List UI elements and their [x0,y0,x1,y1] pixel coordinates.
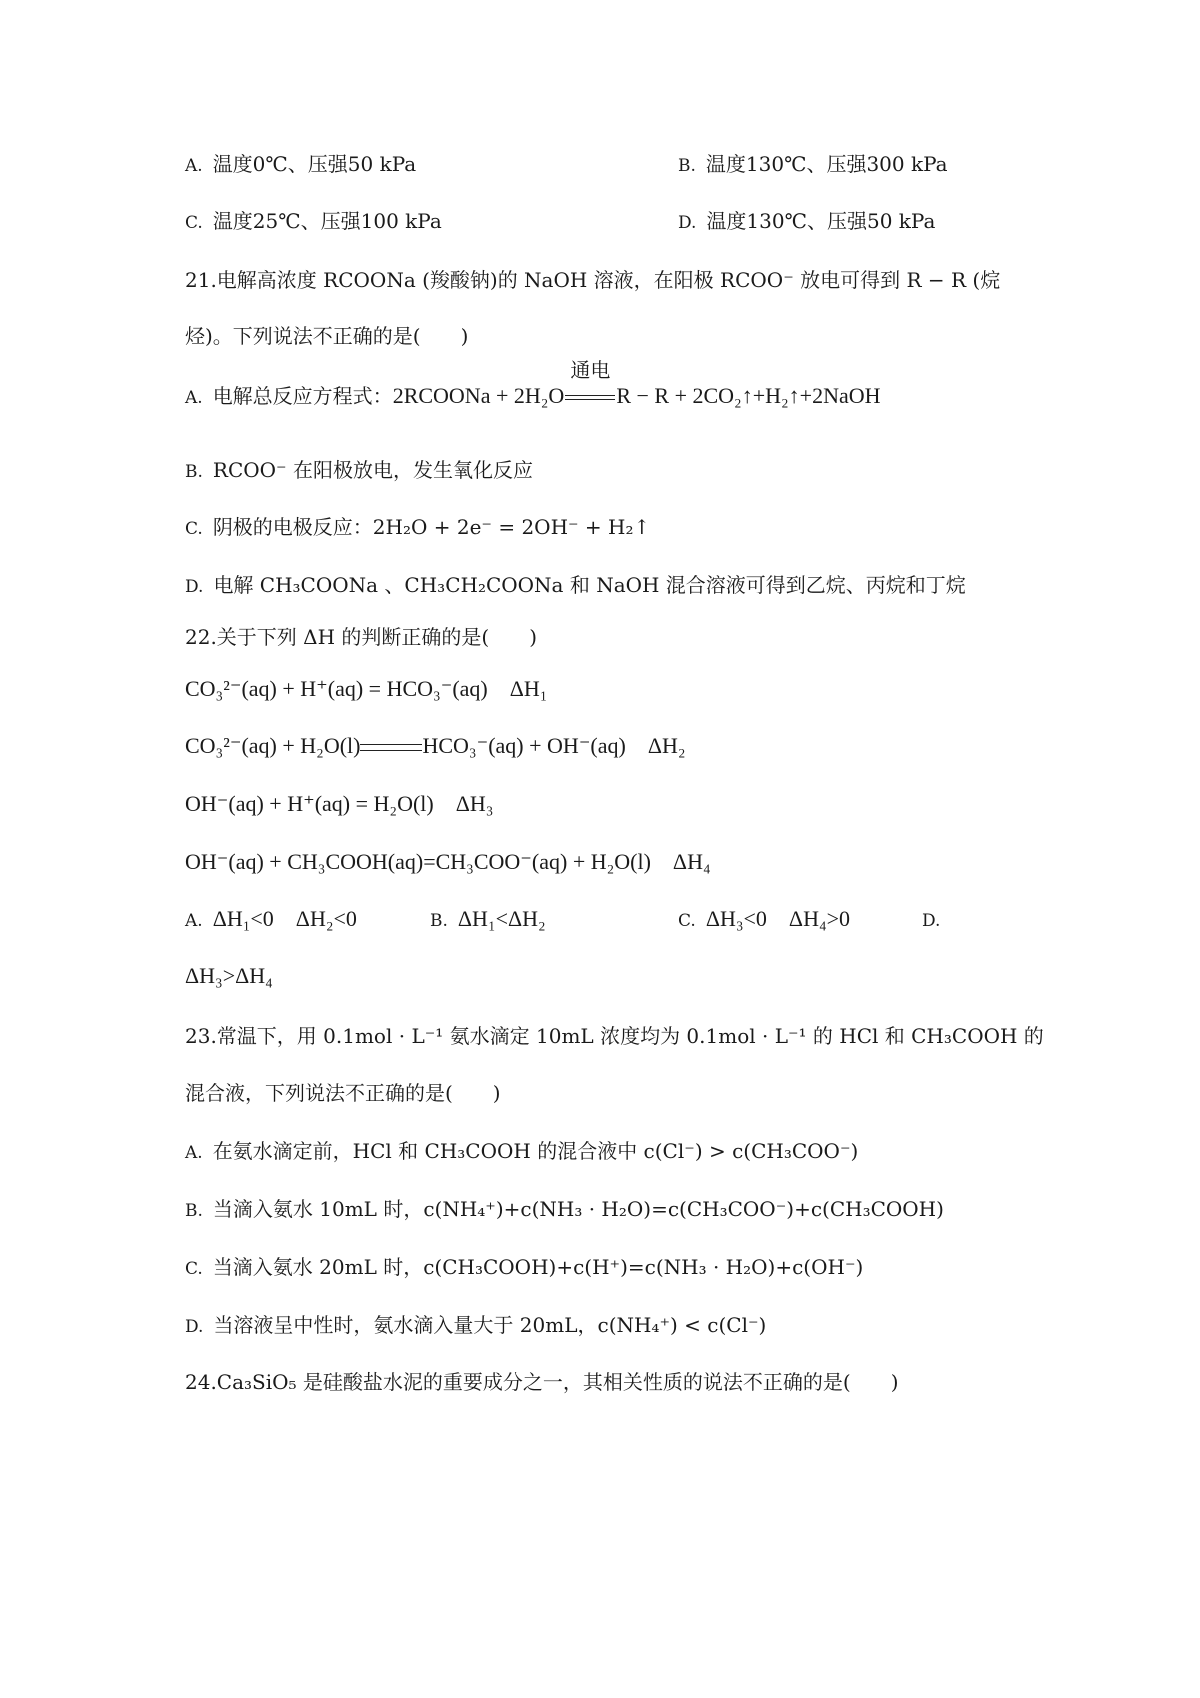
q21-stem-line1: 21.电解高浓度 RCOONa (羧酸钠)的 NaOH 溶液，在阳极 RCOO⁻ 放电可得到 R − R (烷 [185,268,1001,292]
q22-equation-2: CO₃²⁻(aq) + H₂O(l) HCO₃⁻(aq) + OH⁻(aq) ΔH₂ [185,733,686,758]
q23-stem-line1: 23.常温下，用 0.1mol · L⁻¹ 氨水滴定 10mL 浓度均为 0.1mol · L⁻¹ 的 HCl 和 CH₃COOH 的 [185,1024,1044,1048]
q24-stem: 24.Ca₃SiO₅ 是硅酸盐水泥的重要成分之一，其相关性质的说法不正确的是( ) [185,1370,899,1394]
reaction-equals-sign [565,395,615,400]
q20-option-c: C. 温度25℃、压强100 kPa [185,209,442,233]
q23-option-c: C. 当滴入氨水 20mL 时，c(CH₃COOH)+c(H⁺)=c(NH₃ · H₂O)+c(OH⁻) [185,1255,864,1279]
q21-option-b: B. RCOO⁻ 在阳极放电，发生氧化反应 [185,458,533,482]
q22-option-d-text: ΔH₃>ΔH₄ [185,963,273,988]
electrolysis-condition: 通电 [564,382,616,410]
q22-equation-3: OH⁻(aq) + H⁺(aq) = H₂O(l) ΔH₃ [185,791,494,816]
q20-option-b: B. 温度130℃、压强300 kPa [678,152,948,176]
q21-option-a: A. 电解总反应方程式：2RCOONa + 2H₂O 通电 R − R + 2CO₂↑+H₂↑+2NaOH [185,358,881,408]
q21-stem-line2: 烃)。下列说法不正确的是( ) [185,324,469,348]
q20-option-a: A. 温度0℃、压强50 kPa [185,152,417,176]
q23-option-a: A. 在氨水滴定前，HCl 和 CH₃COOH 的混合液中 c(Cl⁻) > c(CH₃COO⁻) [185,1139,859,1163]
q21-option-d: D. 电解 CH₃COONa 、CH₃CH₂COONa 和 NaOH 混合溶液可得到乙烷、丙烷和丁烷 [185,573,966,597]
q23-option-b: B. 当滴入氨水 10mL 时，c(NH₄⁺)+c(NH₃ · H₂O)=c(CH₃COO⁻)+c(CH₃COOH) [185,1197,944,1221]
q22-equation-1: CO₃²⁻(aq) + H⁺(aq) = HCO₃⁻(aq) ΔH₁ [185,676,548,701]
q22-option-c: C. ΔH₃<0 ΔH₄>0 [678,906,851,931]
q22-option-a: A. ΔH₁<0 ΔH₂<0 [185,906,357,931]
q23-option-d: D. 当溶液呈中性时，氨水滴入量大于 20mL，c(NH₄⁺) < c(Cl⁻) [185,1313,767,1337]
q22-option-b: B. ΔH₁<ΔH₂ [430,906,546,931]
q22-stem: 22.关于下列 ΔH 的判断正确的是( ) [185,625,538,649]
reversible-arrow-icon [360,740,422,756]
q22-equation-4: OH⁻(aq) + CH₃COOH(aq)=CH₃COO⁻(aq) + H₂O(l) ΔH₄ [185,849,711,874]
q22-option-d-label: D. [922,911,941,931]
q20-option-d: D. 温度130℃、压强50 kPa [678,209,936,233]
q21-option-c: C. 阴极的电极反应：2H₂O + 2e⁻ = 2OH⁻ + H₂↑ [185,515,651,539]
q23-stem-line2: 混合液，下列说法不正确的是( ) [185,1081,501,1105]
